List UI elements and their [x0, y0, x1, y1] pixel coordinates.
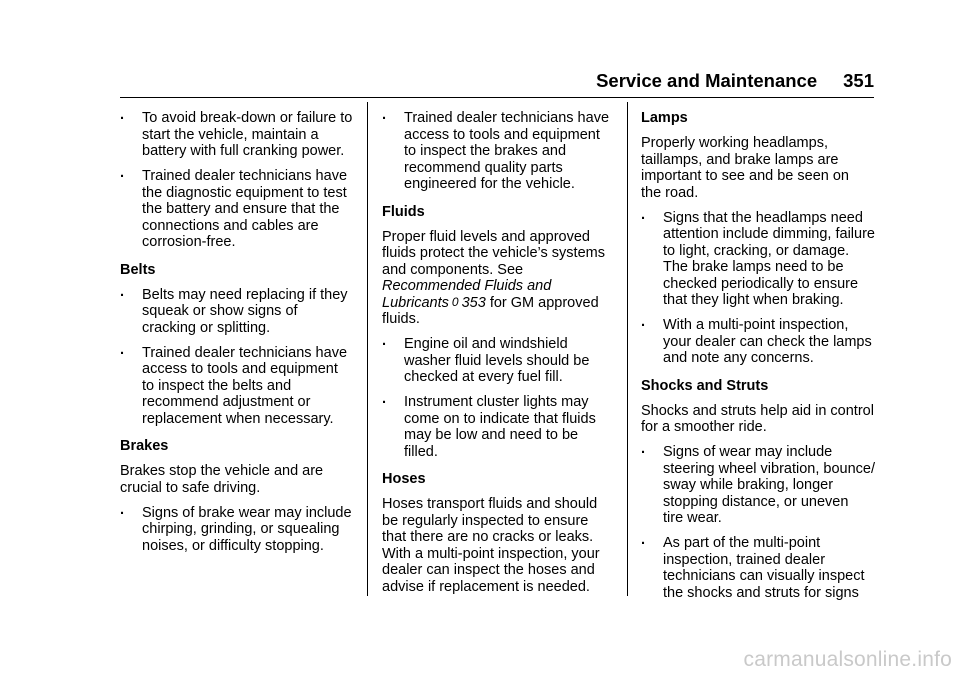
- bullet-marker: .: [641, 206, 646, 223]
- list-item: . Belts may need replacing if they squeak or show signs of cracking or splitting.: [120, 283, 348, 336]
- bullet-marker: .: [641, 314, 646, 330]
- list-item: . Instrument cluster lights may come on to indicate that fluids may be low and need to be filled.: [382, 391, 596, 460]
- fluids-paragraph: Proper fluid levels and approved fluids protect the vehicle’s systems and components. See Recommended Fluids and Lubricants 0 353 for GM approved fluids.: [382, 228, 605, 327]
- list-item: . Engine oil and windshield washer fluid levels should be checked at every fuel fill.: [382, 333, 590, 385]
- section-title: Service and Maintenance: [596, 70, 818, 91]
- list-item: . As part of the multi-point inspection, trained dealer technicians can visually inspect the shocks and struts for signs: [641, 532, 865, 601]
- bullet-marker: .: [641, 532, 646, 548]
- list-item: . Signs that the headlamps need attention include dimming, failure to light, cracking, or damage. The brake lamps need to be checked periodically to ensure that they light when braking.: [641, 206, 875, 308]
- section-heading-lamps: Lamps: [641, 110, 688, 126]
- page-header: [120, 69, 874, 93]
- list-item: . To avoid break-down or failure to start the vehicle, maintain a battery with full cranking power.: [120, 107, 353, 159]
- column-divider-1: [367, 102, 368, 596]
- bullet-marker: .: [120, 107, 125, 123]
- bullet-marker: .: [382, 333, 387, 349]
- section-heading-fluids: Fluids: [382, 203, 425, 220]
- page-number: 351: [843, 70, 874, 91]
- list-item: . With a multi-point inspection, your dealer can check the lamps and note any concerns.: [641, 314, 872, 366]
- bullet-marker: .: [382, 391, 387, 407]
- bullet-marker: .: [120, 283, 125, 300]
- column-3: [641, 110, 877, 610]
- section-heading-hoses: Hoses: [382, 471, 426, 487]
- list-item: . Signs of wear may include steering wheel vibration, bounce/ sway while braking, longer stopping distance, or uneven tire wear.: [641, 441, 875, 526]
- bullet-marker: .: [120, 165, 125, 181]
- section-heading-shocks: Shocks and Struts: [641, 377, 769, 394]
- bullet-marker: .: [382, 107, 387, 123]
- list-item: . Trained dealer technicians have access to tools and equipment to inspect the brakes and recommend quality parts engineered for the vehicle.: [382, 107, 610, 192]
- column-divider-2: [627, 102, 628, 596]
- section-heading-brakes: Brakes: [120, 438, 169, 454]
- bullet-marker: .: [120, 501, 125, 518]
- lamps-paragraph: Properly working headlamps, taillamps, and brake lamps are important to see and be seen on the road.: [641, 135, 849, 201]
- bullet-marker: .: [120, 341, 125, 358]
- column-2: [382, 107, 620, 604]
- section-heading-belts: Belts: [120, 261, 156, 278]
- header-rule: [120, 97, 874, 98]
- bullet-marker: .: [641, 441, 646, 457]
- cross-reference-link[interactable]: Recommended Fluids and Lubricants 0 353: [382, 278, 552, 311]
- column-1: [120, 107, 358, 563]
- brakes-paragraph: Brakes stop the vehicle and are crucial to safe driving.: [120, 463, 324, 496]
- list-item: . Signs of brake wear may include chirping, grinding, or squealing noises, or difficulty stopping.: [120, 501, 352, 554]
- list-item: . Trained dealer technicians have access to tools and equipment to inspect the belts and recommend adjustment or replacement when necessary.: [120, 341, 348, 427]
- watermark: carmanualsonline.info: [743, 648, 952, 671]
- shocks-paragraph: Shocks and struts help aid in control for a smoother ride.: [641, 402, 874, 435]
- hoses-paragraph: Hoses transport fluids and should be regularly inspected to ensure that there are no cracks or leaks. With a multi-point inspection, your dealer can inspect the hoses and advise if replacement is needed.: [382, 496, 600, 595]
- list-item: . Trained dealer technicians have the diagnostic equipment to test the battery and ensure that the connections and cables are corrosion-free.: [120, 165, 348, 250]
- page-reference-icon: 0: [451, 294, 459, 309]
